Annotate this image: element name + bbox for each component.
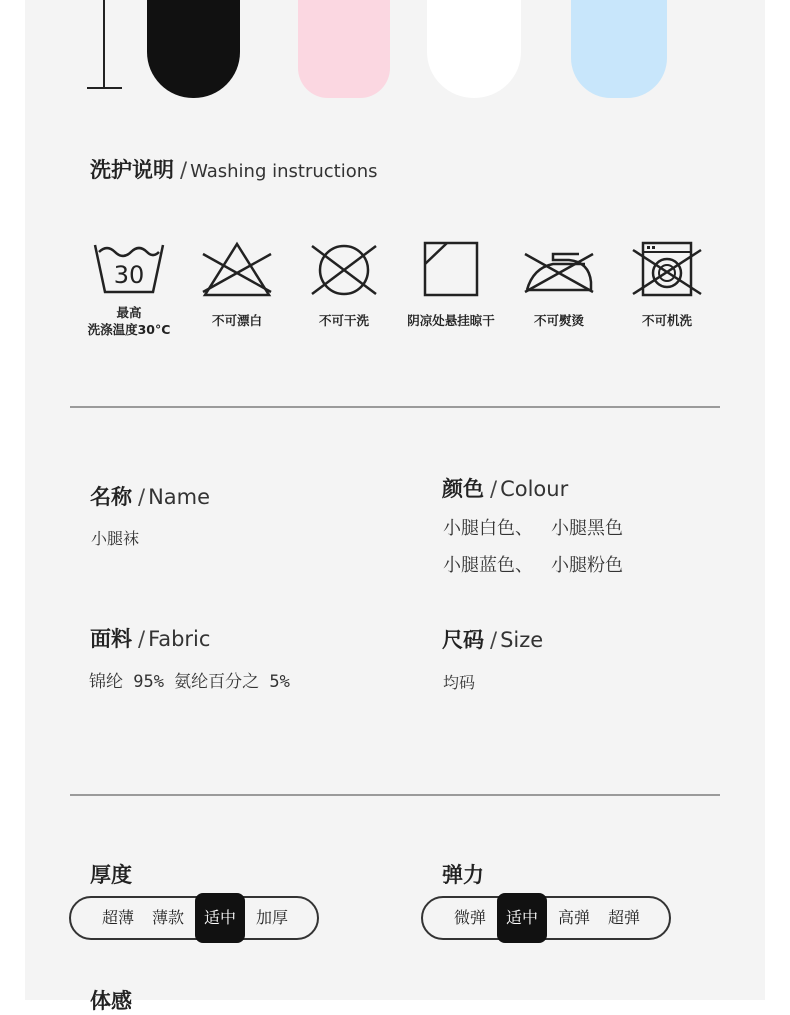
feel-heading-zh: 体感 bbox=[90, 989, 132, 1013]
fabric-heading-en: Fabric bbox=[148, 627, 211, 651]
thickness-heading bbox=[90, 859, 132, 889]
no-dry-clean-label: 不可干洗 bbox=[318, 313, 369, 328]
sock-black-swatch bbox=[147, 0, 240, 98]
elasticity-heading-zh: 弹力 bbox=[442, 863, 484, 887]
wash-heading-en: Washing instructions bbox=[190, 161, 378, 182]
size-ruler-line bbox=[103, 0, 105, 88]
no-machine-wash-label: 不可机洗 bbox=[641, 313, 692, 328]
elasticity-scale bbox=[421, 896, 671, 940]
colour-option-blue: 小腿蓝色、 bbox=[443, 555, 533, 576]
no-iron-icon bbox=[519, 240, 599, 302]
shade-dry-label: 阴凉处悬挂晾干 bbox=[407, 313, 495, 328]
size-ruler-tick bbox=[87, 87, 122, 89]
thickness-option-ultra-thin: 超薄 bbox=[102, 908, 135, 927]
thickness-scale bbox=[69, 896, 319, 940]
fabric-heading bbox=[90, 623, 210, 653]
heading-separator: / bbox=[138, 485, 146, 509]
no-bleach-icon bbox=[197, 240, 277, 302]
sock-blue-swatch bbox=[571, 0, 667, 98]
section-divider bbox=[70, 406, 720, 408]
thickness-option-medium-selected: 适中 bbox=[195, 893, 245, 943]
wash-30-label-line2: 洗涤温度30°C bbox=[87, 322, 171, 337]
no-machine-wash-icon bbox=[627, 240, 707, 302]
heading-separator: / bbox=[490, 628, 498, 652]
wash-heading bbox=[90, 154, 378, 184]
no-bleach-label: 不可漂白 bbox=[211, 313, 262, 328]
thickness-option-thin: 薄款 bbox=[152, 908, 185, 927]
colour-heading-zh: 颜色 bbox=[442, 477, 484, 501]
elasticity-option-super: 超弹 bbox=[608, 908, 641, 927]
wash-heading-zh: 洗护说明 bbox=[90, 158, 174, 182]
wash-30-icon bbox=[89, 240, 169, 302]
name-heading-zh: 名称 bbox=[90, 485, 132, 509]
wash-temp-value: 30 bbox=[113, 261, 145, 289]
elasticity-heading bbox=[442, 859, 484, 889]
no-iron-label: 不可熨烫 bbox=[533, 313, 584, 328]
colour-line-2 bbox=[443, 551, 623, 577]
heading-separator: / bbox=[490, 477, 498, 501]
shade-dry-icon bbox=[411, 240, 491, 302]
size-heading-zh: 尺码 bbox=[442, 628, 484, 652]
no-dry-clean-icon bbox=[304, 240, 384, 302]
name-heading-en: Name bbox=[148, 485, 211, 509]
thickness-option-thick: 加厚 bbox=[256, 908, 289, 927]
colour-option-white: 小腿白色、 bbox=[443, 518, 533, 539]
sock-pink-swatch bbox=[298, 0, 390, 98]
colour-heading bbox=[442, 473, 568, 503]
fabric-heading-zh: 面料 bbox=[90, 627, 132, 651]
thickness-heading-zh: 厚度 bbox=[90, 863, 132, 887]
name-value: 小腿袜 bbox=[91, 529, 140, 548]
elasticity-option-high: 高弹 bbox=[558, 908, 591, 927]
name-heading bbox=[90, 481, 210, 511]
section-divider bbox=[70, 794, 720, 796]
size-heading bbox=[442, 624, 543, 654]
colour-option-black: 小腿黑色 bbox=[551, 518, 623, 539]
feel-heading bbox=[90, 985, 132, 1015]
wash-30-label-line1: 最高 bbox=[116, 305, 142, 320]
sock-white-swatch bbox=[427, 0, 521, 98]
size-value: 均码 bbox=[443, 673, 476, 692]
colour-heading-en: Colour bbox=[500, 477, 569, 501]
heading-separator: / bbox=[180, 158, 188, 182]
colour-option-pink: 小腿粉色 bbox=[551, 555, 623, 576]
elasticity-option-medium-selected: 适中 bbox=[497, 893, 547, 943]
size-heading-en: Size bbox=[500, 628, 544, 652]
fabric-value: 锦纶 95% 氨纶百分之 5% bbox=[89, 672, 290, 692]
colour-line-1 bbox=[443, 514, 623, 540]
heading-separator: / bbox=[138, 627, 146, 651]
wash-30-label bbox=[79, 304, 179, 338]
elasticity-option-slight: 微弹 bbox=[454, 908, 487, 927]
